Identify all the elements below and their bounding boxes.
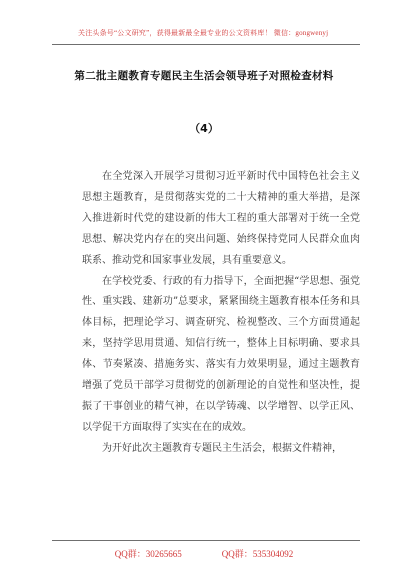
document-number: （4） [189,122,219,135]
footer-divider [52,540,360,541]
header-promo-note: 关注头条号“公文研究”，获得最新最全最专业的公文资料库！ 微信：gongwenyj [78,29,329,37]
body-paragraph-2: 在学校党委、行政的有力指导下，全面把握“学思想、强党性、重实践、建新功”总要求，紧紧围绕主题教育根本任务和具体目标，把理论学习、调查研究、检视整改、三个方面贯通起来，坚持学思用贯通、知信行统一，整体上目标明确、要求具体、节奏紧凑、措施务实、落实有力效果明显，通过主题教育增强了党员干部学习贯彻党的创新理论的自觉性和坚决性，提振了干事创业的精气神，在以学铸魂、以学增智、以学正风、以学促干方面取得了实实在在的成效。 [82,275,360,433]
header-divider [52,44,360,45]
body-paragraph-1: 在全党深入开展学习贯彻习近平新时代中国特色社会主义思想主题教育，是贯彻落实党的二十大精神的重大举措，是深入推进新时代党的建设新的伟大工程的重大部署对于统一全党思想、解决党内存在的突出问题、始终保持党同人民群众血肉联系、推动党和国家事业发展，具有重要意义。 [82,171,360,266]
footer-contact [0,547,408,560]
document-body [82,167,360,460]
document-title: 第二批主题教育专题民主生活会领导班子对照检查材料 [74,70,334,82]
footer-qq-group-2: QQ群：535304092 [221,549,294,559]
body-paragraph-3: 为开好此次主题教育专题民主生活会，根据文件精神， [102,442,342,454]
footer-qq-group-1: QQ群：30265665 [114,549,182,559]
